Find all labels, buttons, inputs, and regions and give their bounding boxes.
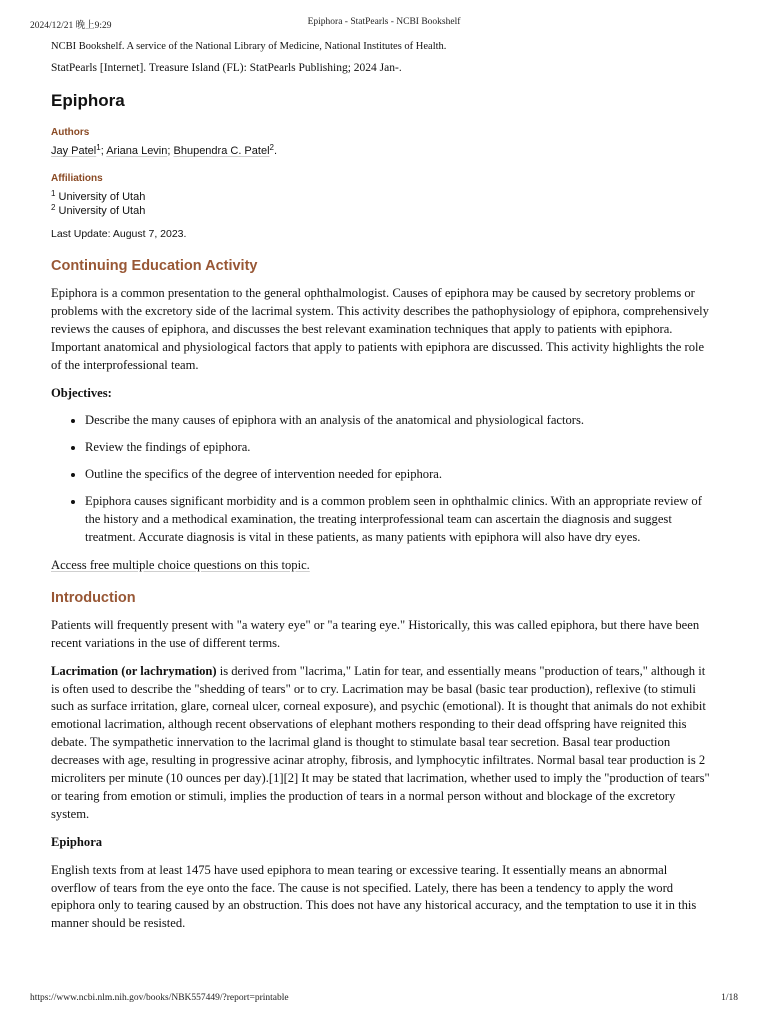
print-url: https://www.ncbi.nlm.nih.gov/books/NBK557449/?report=printable	[30, 993, 289, 1003]
affiliation-item: $^1$ University of Utah	[51, 189, 146, 203]
epiphora-subheading: Epiphora	[51, 834, 103, 849]
ce-paragraph: Epiphora is a common presentation to the general ophthalmologist. Causes of epiphora may be caused by secretory problems or problems with the excretory side of the lacrimal system. This activity describes the pathophysiology of epiphora, comprehensively reviews the causes of epiphora, and discusses the best relevant examination techniques that apply to patients with epiphora. Important anatomical and physiological factors that apply to patients with epiphora are discussed. This activity highlights the role of the interprofessional team.	[51, 286, 709, 372]
author-name[interactable]: Bhupendra C. Patel	[173, 145, 270, 157]
lacrimation-term: Lacrimation (or lachrymation)	[51, 663, 217, 678]
intro-paragraph-2: Lacrimation (or lachrymation) is derived from "lacrima," Latin for tear, and essentially means "production of tears," although it is often used to describe the "shedding of tears" or to cry. Lacrimation may be basal (basic tear production), reflexive (to stimuli such as surface irritation, glare, corneal ulcer, corneal exposure), and psychic (emotional). It is thought that animals do not exhibit emotional lacrimation, although recent observations of elephant mothers responding to their dead offspring have reignited this debate. The sympathetic innervation to the lacrimal gland is thought to stimulate basal tear secretion. Basal tear production decreases with age, resulting in progressive acinar atrophy, fibrosis, and lymphocytic infiltrates. Normal basal tear production is 2 microliters per minute (10 ounces per day).[1][2] It may be stated that lacrimation, whether used to imply the "production of tears" or tearing from emotion or stimuli, implies the production of tears in a normal person without and blockage of the excretory system.	[51, 663, 710, 821]
print-page-title: Epiphora - StatPearls - NCBI Bookshelf	[307, 17, 461, 27]
intro-paragraph-3: English texts from at least 1475 have used epiphora to mean tearing or excessive tearing. It essentially means an abnormal overflow of tears from the eye onto the face. The cause is not specified. Lately, there has been a tendency to apply the word epiphora only to tearing caused by an obstruction. This does not have any historical accuracy, and the temptation to use it in this manner should be resisted.	[51, 862, 697, 931]
page-title: Epiphora	[51, 91, 125, 110]
section-heading-introduction: Introduction	[51, 589, 136, 606]
objective-item: • Epiphora causes significant morbidity and is a common problem seen in ophthalmic clinics. With an appropriate review of the history and a methodical examination, the treating interprofessional team can ascertain the diagnosis and suggest treatment. Accurate diagnosis is vital in these patients, as many patients with epiphora will also have dry eyes.	[85, 493, 711, 547]
affiliations-label: Affiliations	[51, 173, 103, 184]
authors-list: Jay Patel$^1$; Ariana Levin; Bhupendra C. Patel$^2$.	[51, 143, 278, 157]
authors-label: Authors	[51, 127, 90, 138]
print-date: 2024/12/21 晚上9:29	[30, 21, 112, 31]
author-name[interactable]: Ariana Levin	[106, 145, 168, 157]
objective-item: • Outline the specifics of the degree of intervention needed for epiphora.	[85, 466, 711, 484]
author-affiliation-sup: 1	[96, 143, 101, 152]
objective-item: • Review the findings of epiphora.	[85, 439, 711, 457]
citation: StatPearls [Internet]. Treasure Island (FL): StatPearls Publishing; 2024 Jan-.	[51, 62, 402, 74]
access-questions-link[interactable]: Access free multiple choice questions on this topic.	[51, 557, 310, 572]
print-footer	[30, 993, 738, 1007]
affiliation-item: $^2$ University of Utah	[51, 203, 146, 217]
access-questions-para	[51, 557, 711, 575]
reference-link[interactable]: [2]	[283, 771, 299, 786]
objectives-list	[51, 412, 711, 546]
author-affiliation-sup: 2	[269, 143, 274, 152]
objective-item: • Describe the many causes of epiphora with an analysis of the anatomical and physiological factors.	[85, 412, 711, 430]
intro-paragraph-1: Patients will frequently present with "a watery eye" or "a tearing eye." Historically, this was called epiphora, but there have been recent variations in the use of different terms.	[51, 617, 700, 650]
reference-link[interactable]: [1]	[268, 771, 284, 786]
last-update: Last Update: August 7, 2023.	[51, 228, 187, 240]
section-heading-ce-activity: Continuing Education Activity	[51, 258, 258, 274]
author-name[interactable]: Jay Patel	[51, 145, 97, 157]
print-header	[30, 17, 738, 31]
affiliations-section	[51, 172, 711, 218]
page-number: 1/18	[721, 993, 738, 1003]
document-content	[51, 40, 711, 943]
objectives-label: Objectives:	[51, 385, 112, 400]
authors-section	[51, 126, 711, 158]
bookshelf-notice: NCBI Bookshelf. A service of the National Library of Medicine, National Institutes of Health.	[51, 41, 447, 52]
